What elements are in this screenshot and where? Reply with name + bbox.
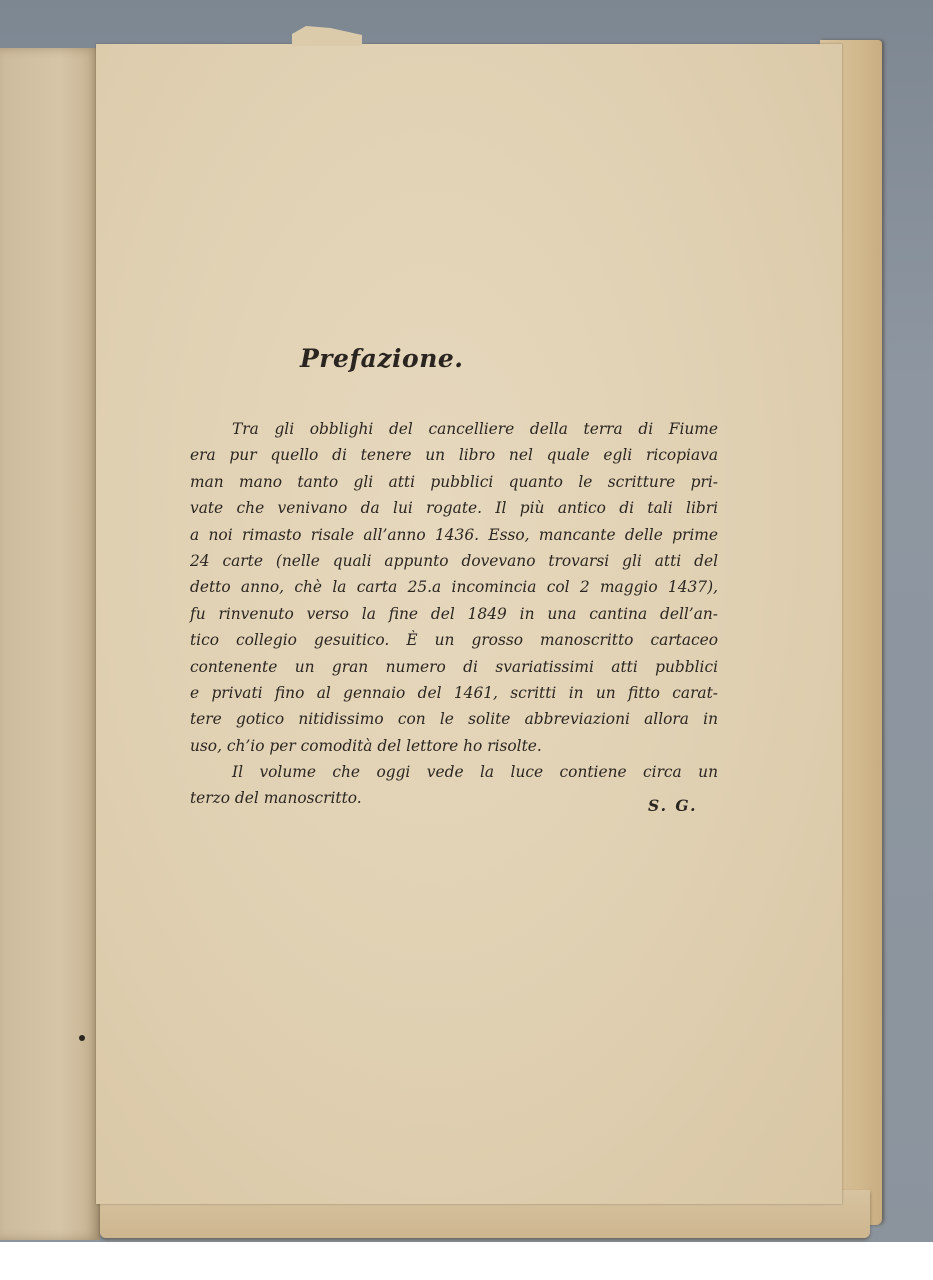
scanner-bottom-margin bbox=[0, 1242, 933, 1280]
text-line: Tra gli obblighi del cancelliere della terra di Fiume bbox=[232, 420, 718, 438]
text-line: fu rinvenuto verso la fine del 1849 in una cantina dell’an- bbox=[190, 604, 718, 623]
ink-spot bbox=[79, 1035, 85, 1041]
text-line: 24 carte (nelle quali appunto dovevano trovarsi gli atti del bbox=[190, 551, 718, 570]
text-line: a noi rimasto risale all’anno 1436. Esso, mancante delle prime bbox=[190, 525, 718, 544]
page-title: Prefazione. bbox=[300, 344, 464, 373]
preface-body bbox=[190, 416, 718, 812]
text-line: man mano tanto gli atti pubblici quanto le scritture pri- bbox=[190, 472, 718, 491]
text-line: era pur quello di tenere un libro nel quale egli ricopiava bbox=[190, 446, 718, 465]
text-line: detto anno, chè la carta 25.a incomincia col 2 maggio 1437), bbox=[190, 578, 718, 597]
text-line: vate che venivano da lui rogate. Il più antico di tali libri bbox=[190, 499, 718, 518]
text-line: contenente un gran numero di svariatissimi atti pubblici bbox=[190, 657, 718, 676]
facing-left-page bbox=[0, 48, 100, 1240]
text-line: e privati fino al gennaio del 1461, scritti in un fitto carat- bbox=[190, 683, 718, 702]
text-line: Il volume che oggi vede la luce contiene circa un bbox=[232, 763, 718, 782]
text-line: tico collegio gesuitico. È un grosso manoscritto cartaceo bbox=[190, 631, 718, 650]
text-line: terzo del manoscritto. bbox=[190, 789, 362, 808]
author-initials: S. G. bbox=[648, 796, 698, 815]
text-line: tere gotico nitidissimo con le solite abbreviazioni allora in bbox=[190, 710, 718, 729]
text-line: uso, ch’io per comodità del lettore ho risolte. bbox=[190, 736, 542, 755]
